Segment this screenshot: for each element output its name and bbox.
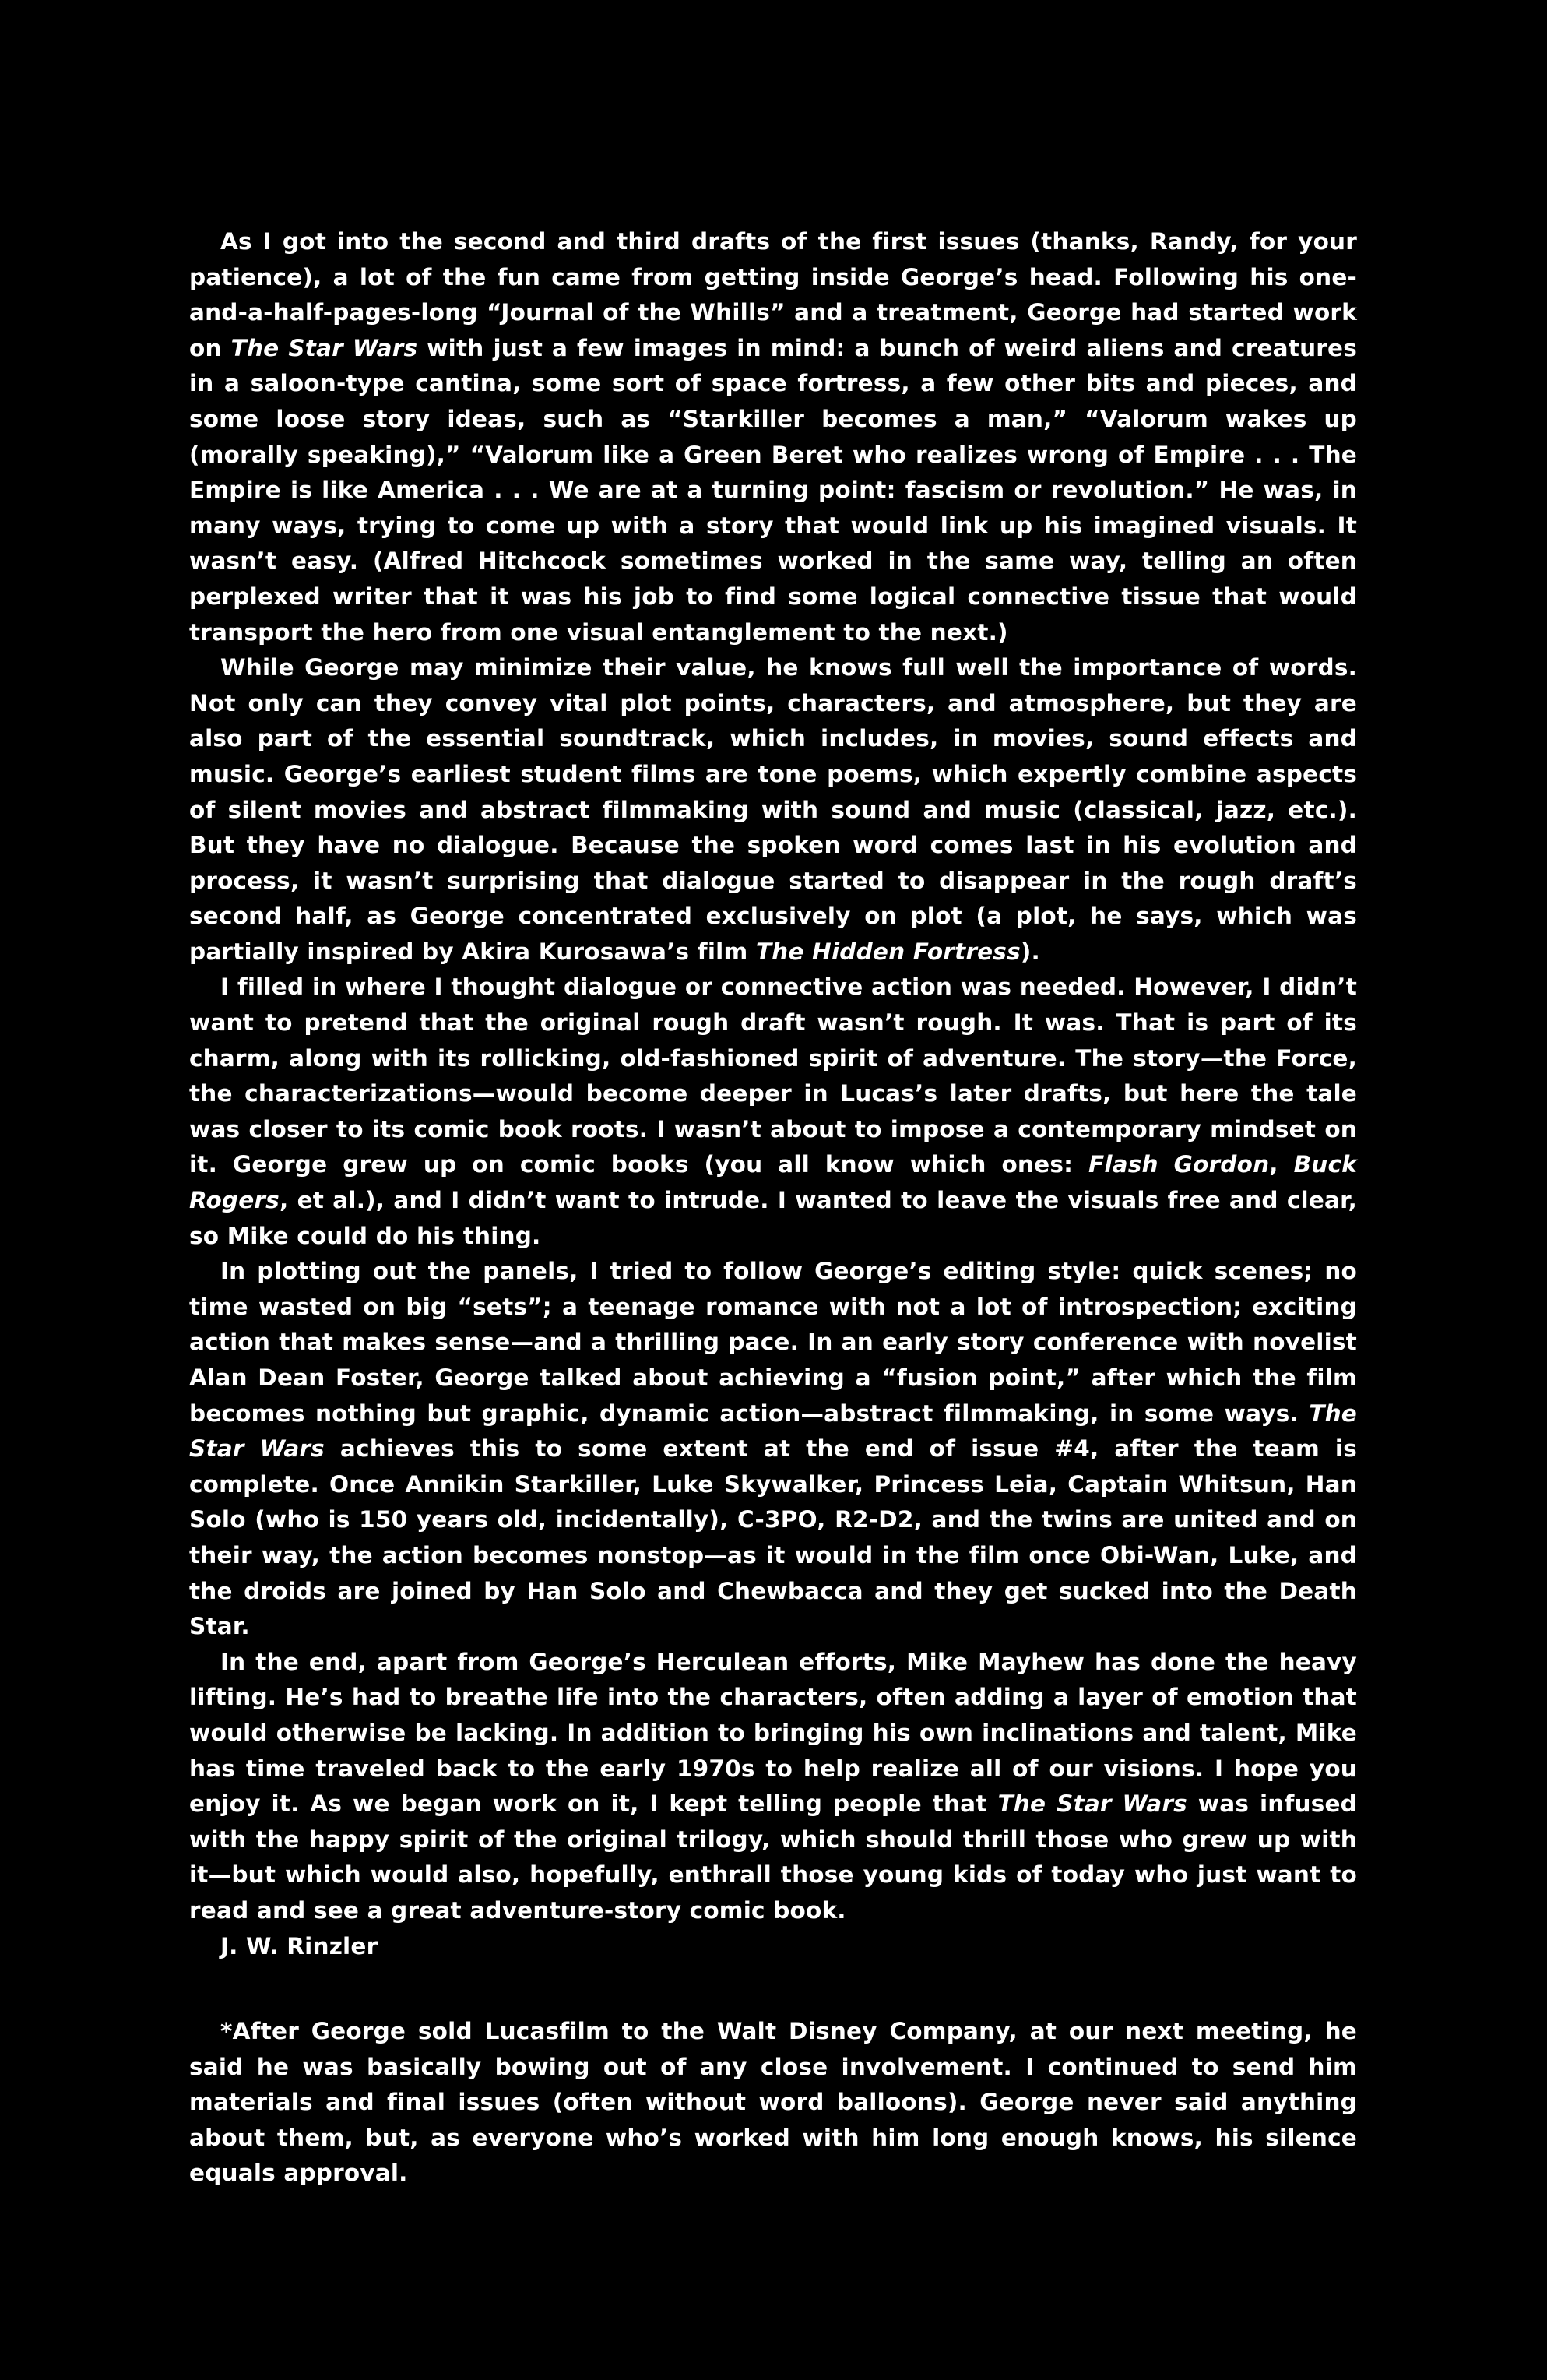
paragraph-3 (189, 970, 1357, 1254)
paragraph-2 (189, 650, 1357, 970)
text-run: , (1269, 1151, 1294, 1178)
paragraph-4 (189, 1254, 1357, 1645)
text-run: achieves this to some extent at the end of issue #4, after the team is complete. Once Annikin Starkiller, Luke Skywalker, Princess Leia, Captain Whitsun, Han Solo (who is 150 years old, incidentally), C-3PO, R2-D2, and the twins are united and on their way, the action becomes nonstop—as it would in the film once Obi-Wan, Luke, and the droids are joined by Han Solo and Chewbacca and they get sucked into the Death Star. (189, 1435, 1357, 1640)
paragraph-1 (189, 224, 1357, 650)
text-run: , et al.), and I didn’t want to intrude. I wanted to leave the visuals free and clear, so Mike could do his thing. (189, 1187, 1357, 1249)
text-run: As I got into the second and third drafts of the first issues (thanks, Randy, for your patience), a lot of the fun came from getting inside George’s head. Following his one-and-a-half-pages-long “Journal of the Whills” and a treatment, George had started work on (189, 228, 1357, 361)
paragraph-5 (189, 1645, 1357, 1929)
text-run: In plotting out the panels, I tried to follow George’s editing style: quick scenes; no time wasted on big “sets”; a teenage romance with not a lot of introspection; exciting action that makes sense—and a thrilling pace. In an early story conference with novelist Alan Dean Foster, George talked about achieving a “fusion point,” after which the film becomes nothing but graphic, dynamic action—abstract filmmaking, in some ways. (189, 1258, 1357, 1427)
italic-title-run: The Star Wars (230, 334, 418, 361)
text-run: was infused with the happy spirit of the original trilogy, which should thrill those who grew up with it—but which would also, hopefully, enthrall those young kids of today who just want to read and see a great adventure-story comic book. (189, 1790, 1357, 1924)
text-run: In the end, apart from George’s Herculean efforts, Mike Mayhew has done the heavy lifting. He’s had to breathe life into the characters, often adding a layer of emotion that would otherwise be lacking. In addition to bringing his own inclinations and talent, Mike has time traveled back to the early 1970s to help realize all of our visions. I hope you enjoy it. As we began work on it, I kept telling people that (189, 1648, 1357, 1818)
essay-text-block (189, 224, 1357, 2192)
italic-title-run: The Star Wars (189, 1399, 1357, 1463)
text-run: with just a few images in mind: a bunch of weird aliens and creatures in a saloon-type cantina, some sort of space fortress, a few other bits and pieces, and some loose story ideas, such as “Starkiller becomes a man,” “Valorum wakes up (morally speaking),” “Valorum like a Green Beret who realizes wrong of Empire . . . The Empire is like America . . . We are at a turning point: fascism or revolution.” He was, in many ways, trying to come up with a story that would link up his imagined visuals. It wasn’t easy. (Alfred Hitchcock sometimes worked in the same way, telling an often perplexed writer that it was his job to find some logical connective tissue that would transport the hero from one visual entanglement to the next.) (189, 334, 1357, 646)
text-run: ). (1020, 938, 1040, 965)
italic-title-run: Buck Rogers (189, 1151, 1357, 1214)
text-run: I filled in where I thought dialogue or connective action was needed. However, I didn’t want to pretend that the original rough draft wasn’t rough. It was. That is part of its charm, along with its rollicking, old-fashioned spirit of adventure. The story—the Force, the characterizations—would become deeper in Lucas’s later drafts, but here the tale was closer to its comic book roots. I wasn’t about to impose a contemporary mindset on it. George grew up on comic books (you all know which ones: (189, 973, 1357, 1178)
text-run: While George may minimize their value, he knows full well the importance of words. Not only can they convey vital plot points, characters, and atmosphere, but they are also part of the essential soundtrack, which includes, in movies, sound effects and music. George’s earliest student films are tone poems, which expertly combine aspects of silent movies and abstract filmmaking with sound and music (classical, jazz, etc.). But they have no dialogue. Because the spoken word comes last in his evolution and process, it wasn’t surprising that dialogue started to disappear in the rough draft’s second half, as George concentrated exclusively on plot (a plot, he says, which was partially inspired by Akira Kurosawa’s film (189, 654, 1357, 965)
italic-title-run: Flash Gordon (1088, 1151, 1270, 1178)
italic-title-run: The Hidden Fortress (755, 938, 1021, 965)
author-signature: J. W. Rinzler (220, 1932, 378, 1959)
footnote: *After George sold Lucasfilm to the Walt Disney Company, at our next meeting, he said he was basically bowing out of any close involvement. I continued to send him materials and final issues (often without word balloons). George never said anything about them, but, as everyone who’s worked with him long enough knows, his silence equals approval. (189, 2018, 1357, 2187)
italic-title-run: The Star Wars (997, 1790, 1187, 1818)
